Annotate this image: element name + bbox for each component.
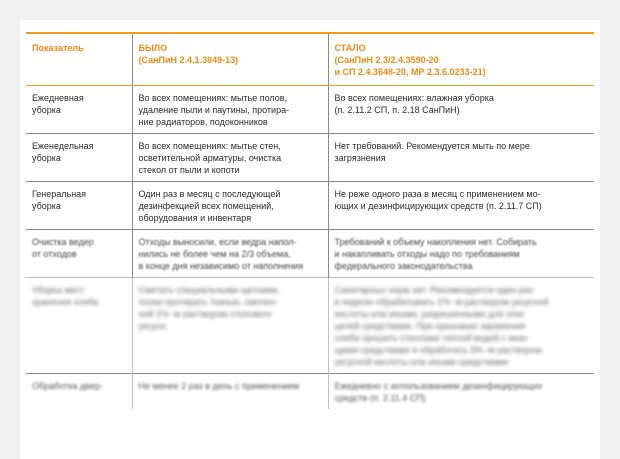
cell-line: осветительной арматуры, очистка: [138, 153, 282, 163]
header-indicator: [26, 33, 132, 86]
table-header-row: [26, 33, 594, 86]
table-row: [26, 86, 594, 134]
cell-line: Один раз в месяц с последующей: [138, 189, 281, 199]
table-row: [26, 134, 594, 182]
cell-line: Еженедельная: [32, 141, 94, 151]
cell-line: Во всех помещениях: мытье стен,: [138, 141, 281, 151]
cell-line: Нет требований. Рекомендуется мыть по мере: [334, 141, 530, 151]
cell-indicator: [26, 182, 132, 230]
cell-before: [132, 134, 328, 182]
header-line: (СанПиН 2.4.1.3049-13): [138, 55, 239, 65]
comparison-table: [26, 32, 594, 409]
cell-before: [132, 182, 328, 230]
cell-line: целей средствами. При признаках заражения: [334, 321, 526, 331]
cell-before: [132, 278, 328, 374]
header-line: Показатель: [32, 43, 84, 53]
cell-line: в конце дня независимо от наполнения: [138, 261, 304, 271]
cell-line: уксуса: [138, 321, 166, 331]
cell-indicator: [26, 278, 132, 374]
cell-line: полки протирать тканью, смочен-: [138, 297, 278, 307]
cell-before: [132, 374, 328, 410]
cell-after: [328, 86, 594, 134]
cell-line: загрязнения: [334, 153, 386, 163]
cell-line: Требований к объему накопления нет. Собирать: [334, 237, 537, 247]
cell-line: кислоты или иными, разрешенными для этих: [334, 309, 525, 319]
cell-after: [328, 278, 594, 374]
cell-line: ние радиаторов, подоконников: [138, 117, 268, 127]
cell-after: [328, 374, 594, 410]
cell-after: [328, 182, 594, 230]
cell-line: ющих и дезинфицирующих средств (п. 2.11.7 СП): [334, 201, 542, 211]
cell-line: Во всех помещениях: влажная уборка: [334, 93, 494, 103]
cell-line: Во всех помещениях: мытье полов,: [138, 93, 288, 103]
cell-line: (п. 2.11.2 СП, п. 2.18 СанПиН): [334, 105, 460, 115]
cell-line: нились не более чем на 2/3 объема,: [138, 249, 291, 259]
cell-line: Санитарных норм нет. Рекомендуется один раз: [334, 285, 533, 295]
cell-line: уборка: [32, 201, 61, 211]
cell-line: дезинфекцией всех помещений,: [138, 201, 274, 211]
table-row: [26, 374, 594, 410]
cell-line: от отходов: [32, 249, 77, 259]
cell-line: стекол от пыли и копоти: [138, 165, 240, 175]
cell-line: хлеба прошить стеллажи теплой водой с мою-: [334, 333, 530, 343]
cell-indicator: [26, 134, 132, 182]
cell-line: хранения хлеба: [32, 297, 99, 307]
cell-line: средств (п. 2.11.4 СП): [334, 393, 426, 403]
cell-line: щими средствами и обработать 3% -м раствором: [334, 345, 542, 355]
cell-line: уборка: [32, 153, 61, 163]
cell-line: Не менее 2 раз в день с применением: [138, 381, 300, 391]
cell-line: и накапливать отходы надо по требованиям: [334, 249, 520, 259]
cell-line: Генеральная: [32, 189, 87, 199]
cell-after: [328, 134, 594, 182]
cell-line: оборудования и инвентаря: [138, 213, 252, 223]
cell-indicator: [26, 86, 132, 134]
cell-indicator: [26, 230, 132, 278]
table-row: [26, 230, 594, 278]
cell-line: Сметать специальными щетками,: [138, 285, 280, 295]
cell-line: в неделю обрабатывать 1% -м раствором уксусной: [334, 297, 549, 307]
cell-indicator: [26, 374, 132, 410]
header-line: БЫЛО: [138, 43, 168, 53]
cell-line: ной 1% -м раствором столового: [138, 309, 272, 319]
header-line: и СП 2.4.3648-20, МР 2.3.6.0233-21): [334, 67, 486, 77]
cell-line: федерального законодательства: [334, 261, 473, 271]
cell-line: уборка: [32, 105, 61, 115]
cell-line: Ежедневная: [32, 93, 84, 103]
cell-line: Не реже одного раза в месяц с применением мо-: [334, 189, 541, 199]
cell-line: удаление пыли и паутины, протира-: [138, 105, 290, 115]
cell-after: [328, 230, 594, 278]
header-before: [132, 33, 328, 86]
table-row: [26, 278, 594, 374]
table-row: [26, 182, 594, 230]
cell-before: [132, 230, 328, 278]
header-line: (СанПиН 2.3/2.4.3590-20: [334, 55, 439, 65]
cell-before: [132, 86, 328, 134]
header-line: СТАЛО: [334, 43, 366, 53]
cell-line: Ежедневно с использованием дезинфицирующих: [334, 381, 543, 391]
header-after: [328, 33, 594, 86]
cell-line: Отходы выносили, если ведра напол-: [138, 237, 297, 247]
document-page: [20, 20, 600, 459]
cell-line: уксусной кислоты или иными средствами: [334, 357, 508, 367]
cell-line: Очистка ведер: [32, 237, 94, 247]
cell-line: Уборка мест: [32, 285, 85, 295]
cell-line: Обработка двер-: [32, 381, 103, 391]
